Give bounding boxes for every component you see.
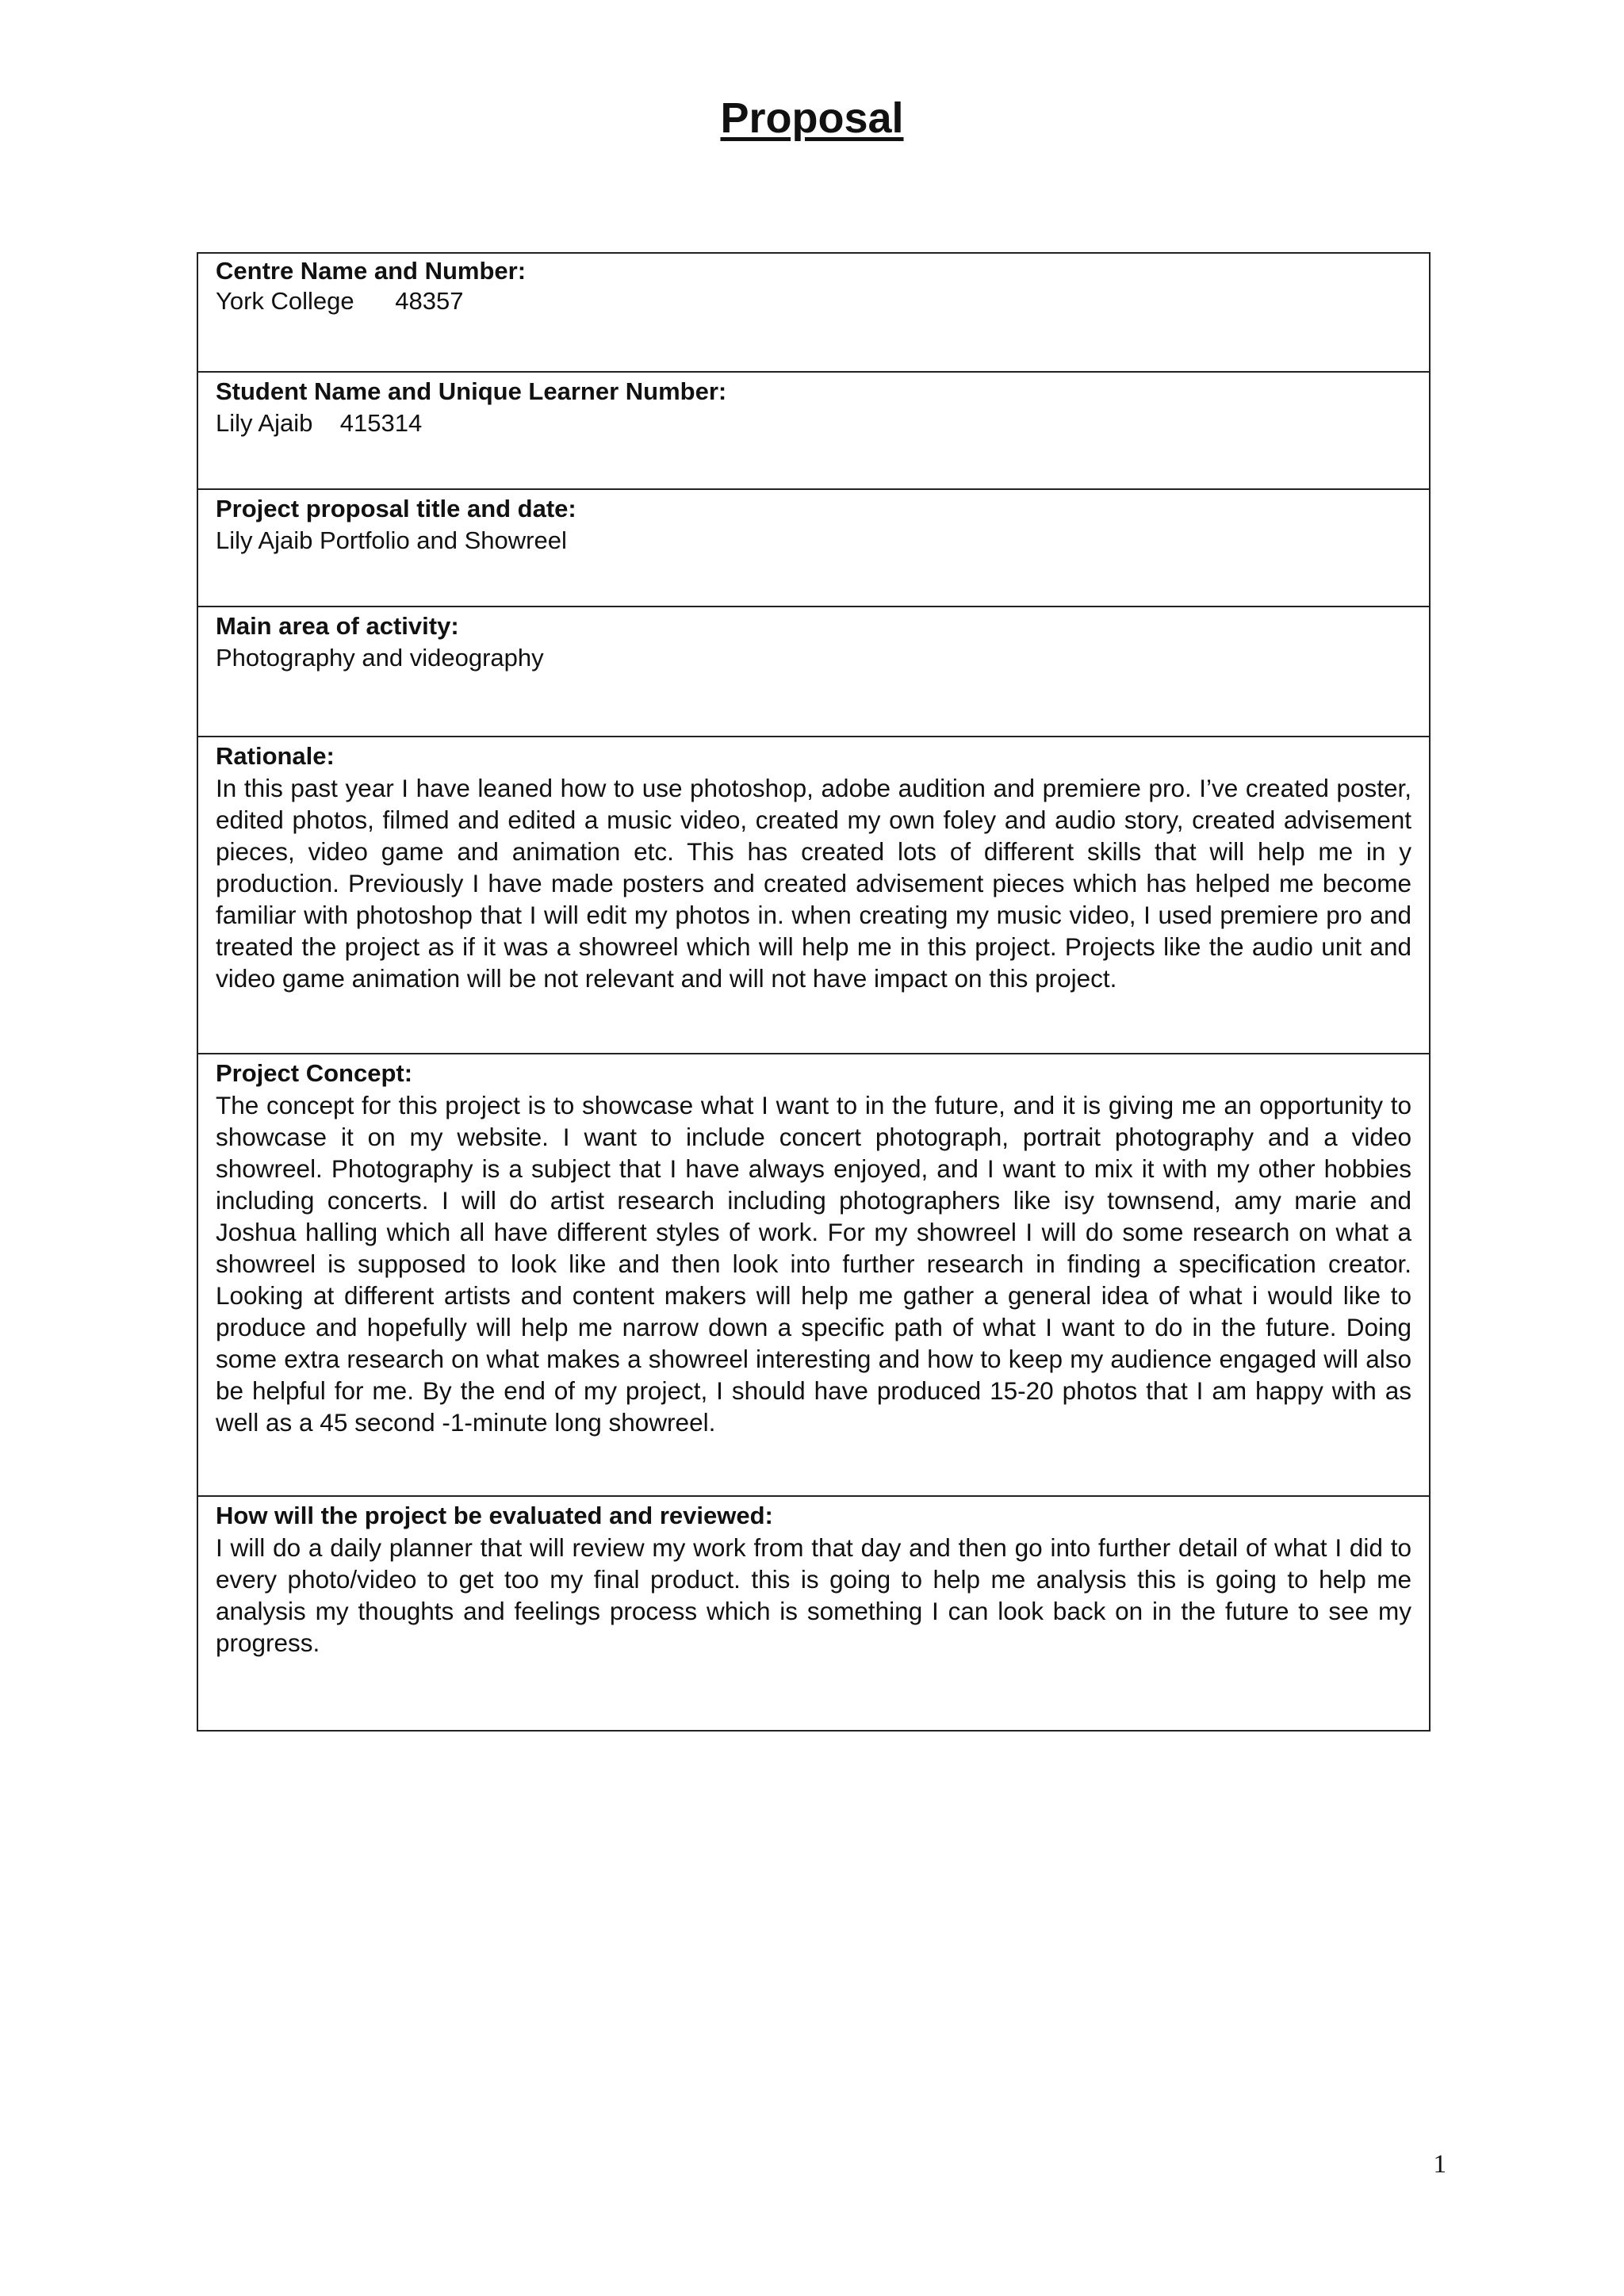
student-section [198, 371, 1429, 488]
evaluation-section [198, 1495, 1429, 1730]
concept-text: The concept for this project is to showcase what I want to in the future, and it is giving me an opportunity to showcase it on my website. I want to include concert photograph, portrait photography and a video showreel. Photography is a subject that I have always enjoyed, and I want to mix it with my other hobbies including concerts. I will do artist research including photographers like isy townsend, amy marie and Joshua halling which all have different styles of work. For my showreel I will do some research on what a showreel is supposed to look like and then look into further research in finding a specification creator. Looking at different artists and content makers will help me gather a general idea of what i would like to produce and hopefully will help me narrow down a specific path of what I want to do in the future. Doing some extra research on what makes a showreel interesting and how to keep my audience engaged will also be helpful for me. By the end of my project, I should have produced 15-20 photos that I am happy with as well as a 45 second -1-minute long showreel. [216, 1091, 1411, 1437]
page-title: Proposal [720, 94, 904, 142]
student-value: Lily Ajaib 415314 [216, 409, 423, 437]
activity-value: Photography and videography [216, 644, 544, 672]
project-title-label: Project proposal title and date: [216, 495, 576, 522]
concept-label: Project Concept: [216, 1059, 413, 1087]
evaluation-label: How will the project be evaluated and reviewed: [216, 1502, 773, 1529]
activity-label: Main area of activity: [216, 612, 459, 640]
proposal-form [197, 252, 1431, 1732]
project-title-section [198, 488, 1429, 606]
rationale-label: Rationale: [216, 742, 335, 770]
student-label: Student Name and Unique Learner Number: [216, 377, 727, 405]
evaluation-text: I will do a daily planner that will review my work from that day and then go into further detail of what I did to every photo/video to get too my final product. this is going to help me analysis this is going to help me analysis my thoughts and feelings process which is something I can look back on in the future to see my progress. [216, 1533, 1411, 1657]
centre-section [198, 254, 1429, 371]
centre-value: York College 48357 [216, 287, 464, 315]
project-title-value: Lily Ajaib Portfolio and Showreel [216, 526, 567, 554]
concept-section [198, 1053, 1429, 1495]
rationale-text: In this past year I have leaned how to use photoshop, adobe audition and premiere pro. I’ve created poster, edited photos, filmed and edited a music video, created my own foley and audio story, created advisement pieces, video game and animation etc. This has created lots of different skills that will help me in y production. Previously I have made posters and created advisement pieces which has helped me become familiar with photoshop that I will edit my photos in. when creating my music video, I used premiere pro and treated the project as if it was a showreel which will help me in this project. Projects like the audio unit and video game animation will be not relevant and will not have impact on this project. [216, 774, 1411, 993]
rationale-section [198, 736, 1429, 1053]
page-number: 1 [1433, 2150, 1446, 2179]
centre-label: Centre Name and Number: [216, 257, 527, 285]
activity-section [198, 606, 1429, 736]
